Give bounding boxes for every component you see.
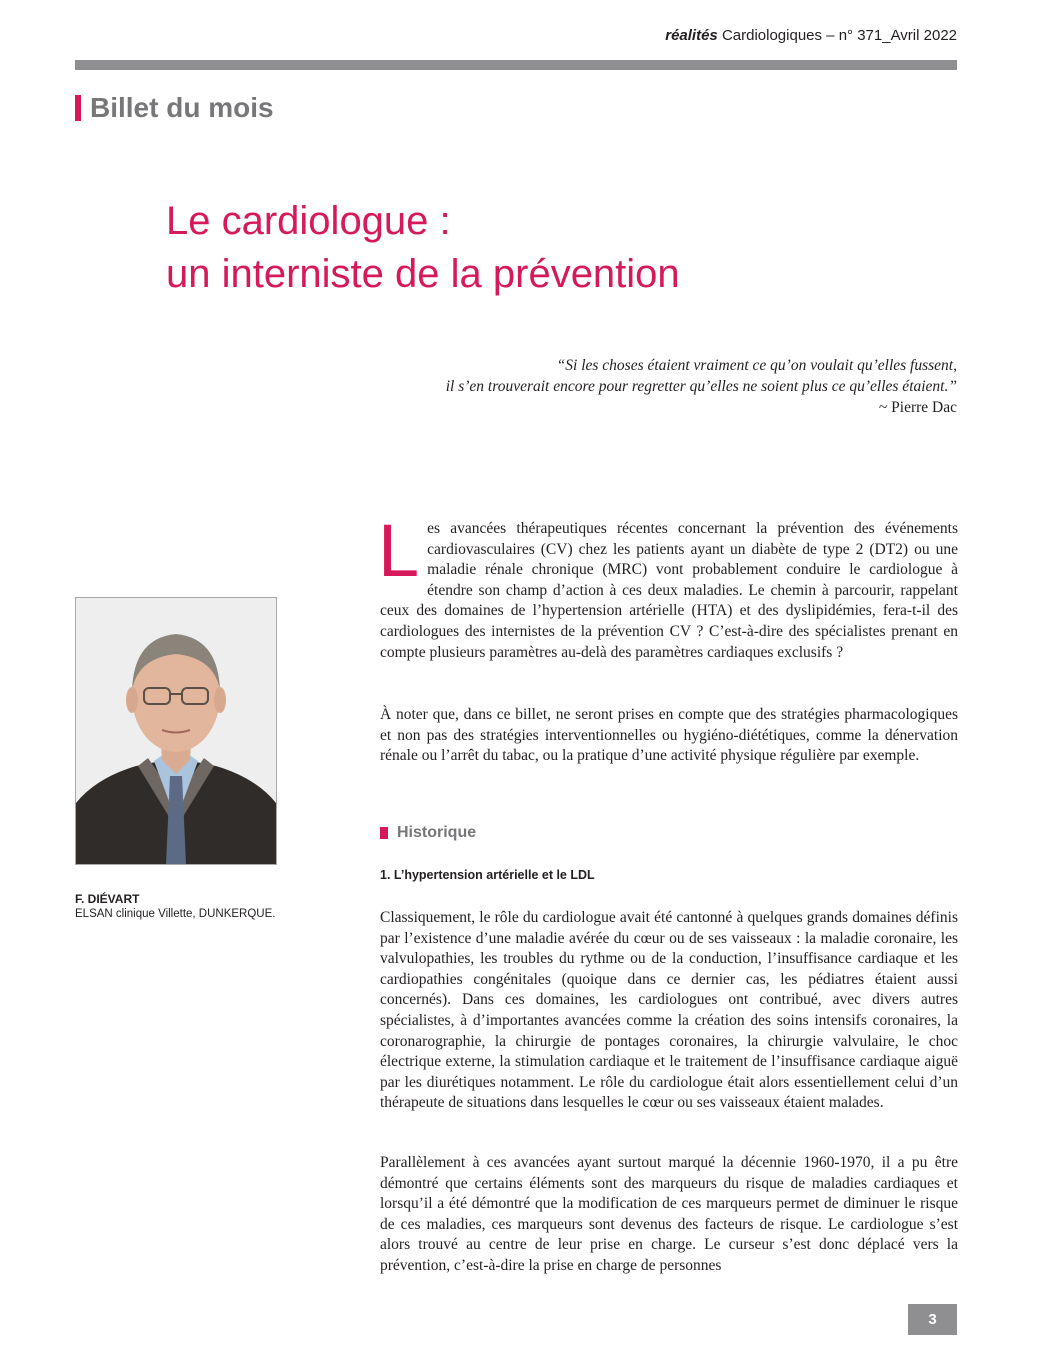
body-paragraph: Classiquement, le rôle du cardiologue avait été cantonné à quelques grands domaines définis par l’existence d’une maladie avérée du cœur ou de ses vaisseaux : la maladie coronaire, les valvulopathies, les troubles du rythme ou de la conduction, l’insuffisance cardiaque et les cardiopathies congénitales (quoique dans ce dernier cas, les pédiatres étaient aussi concernés). Dans ces domaines, les cardiologues ont contribué, avec divers autres spécialistes, à d’importantes avancées comme la création des soins intensifs coronaires, la coronarographie, la chirurgie de pontages coronaires, la chirurgie valvulaire, le choc électrique externe, la stimulation cardiaque et le traitement de l’insuffisance cardiaque aiguë par les diurétiques notamment. Le rôle du cardiologue était alors essentiellement celui d’un thérapeute de situations dans lesquelles le cœur ou ses vaisseaux étaient malades. [380,909,958,1112]
running-header [665,27,957,44]
author-affiliation: ELSAN clinique Villette, DUNKERQUE. [75,908,276,920]
article-title [166,195,680,301]
epigraph-line-2: il s’en trouverait encore pour regretter qu’elles ne soient plus ce qu’elles étaient.” [445,377,957,395]
epigraph-line-1: “Si les choses étaient vraiment ce qu’on voulait qu’elles fussent, [556,357,957,374]
epigraph [337,356,957,419]
note-paragraph: À noter que, dans ce billet, ne seront prises en compte que des stratégies pharmacologiques et non pas des stratégies interventionnelles ou hygiéno-diététiques, comme la dénervation rénale ou l’arrêt du tabac, ou la pratique d’une activité physique régulière par exemple. [380,706,958,765]
epigraph-author: ~ Pierre Dac [878,399,957,416]
header-rule [75,60,957,70]
title-line-2: un interniste de la prévention [166,252,680,296]
intro-text: es avancées thérapeutiques récentes concernant la prévention des événements cardiovasculaires (CV) chez les patients ayant un diabète de type 2 (DT2) ou une maladie rénale chronique (MRC) vont probablement conduire le cardiologue à étendre son champ d’action à ces deux maladies. Le chemin à parcourir, rappelant ceux des domaines de l’hypertension artérielle (HTA) et des dyslipidémies, fera-t-il des cardiologues des internistes de la prévention CV ? C’est-à-dire des spécialistes prenant en compte plusieurs paramètres au-delà des paramètres cardiaques exclusifs ? [380,520,958,661]
intro-paragraph [378,509,958,663]
rubric-marker [75,95,81,121]
journal-brand: réalités [665,27,718,44]
author-portrait-image [76,598,276,864]
title-line-1: Le cardiologue : [166,199,451,243]
section-label: Historique [397,824,477,841]
author-name: F. DIÉVART [75,892,140,906]
journal-issue: Cardiologiques – n° 371_Avril 2022 [717,27,957,44]
author-photo [75,597,277,865]
rubric-label: Billet du mois [90,92,274,123]
drop-cap: L [378,509,420,592]
subsection-heading: 1. L’hypertension artérielle et le LDL [380,868,595,882]
section-marker [380,827,388,839]
body-paragraph: Parallèlement à ces avancées ayant surtout marqué la décennie 1960-1970, il a pu être démontré que certains éléments sont des marqueurs du risque de maladies cardiaques et lorsqu’il a été démontré que la modification de ces marqueurs permet de diminuer le risque de ces maladies, ces marqueurs sont devenus des facteurs de risque. Le cardiologue s’est alors trouvé au centre de leur prise en charge. Le curseur s’est donc déplacé vers la prévention, c’est-à-dire la prise en charge de personnes [380,1154,958,1274]
rubric [75,91,274,125]
section-heading [380,824,476,842]
page-number: 3 [908,1304,957,1335]
